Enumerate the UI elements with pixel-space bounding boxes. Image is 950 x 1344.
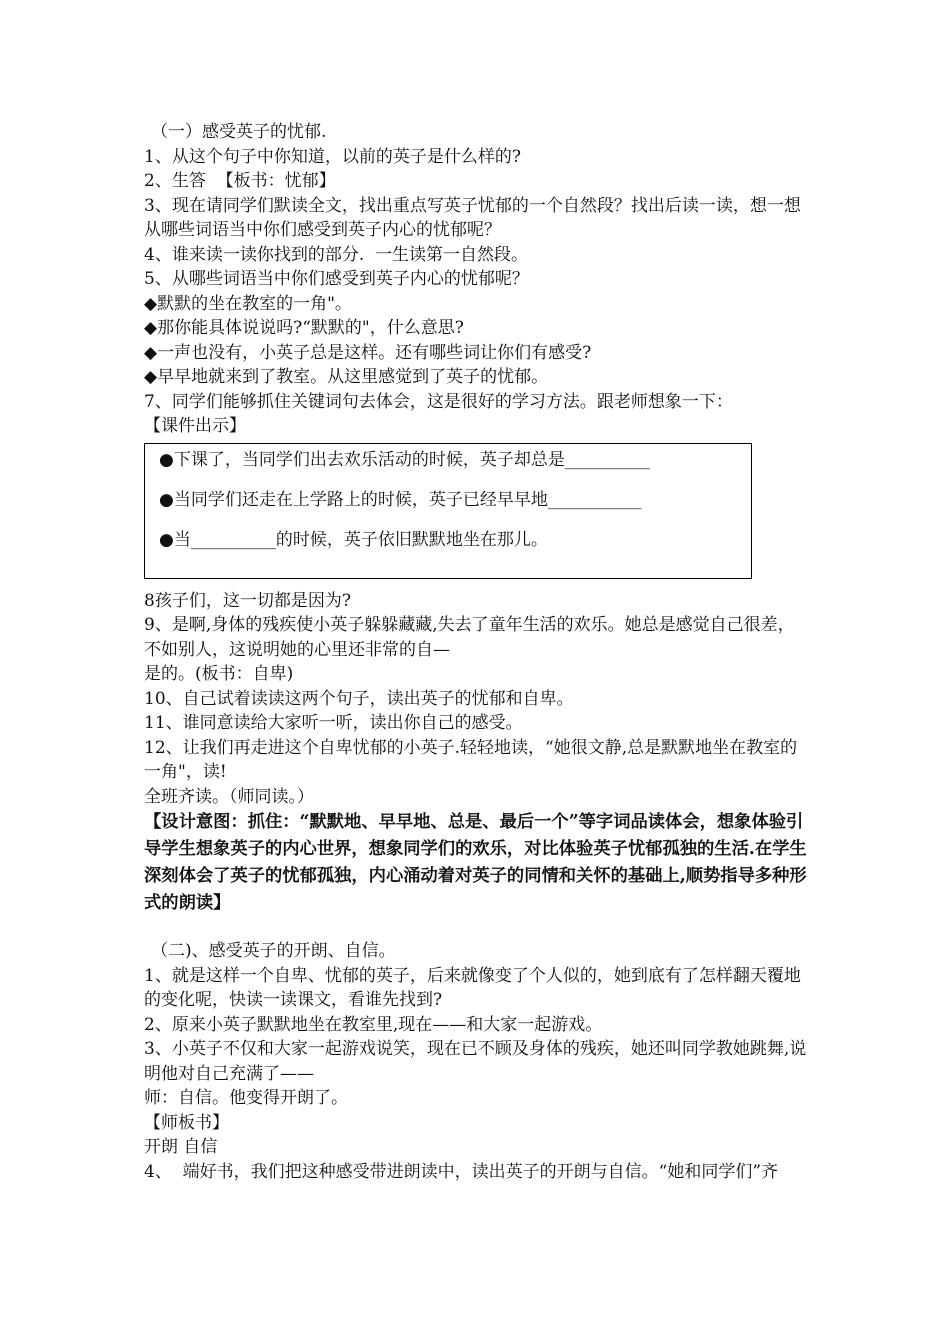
section1-lines-before (144, 145, 810, 439)
section2-heading: （二)、感受英子的开朗、自信。 (151, 941, 396, 961)
section2-lines (144, 964, 810, 1185)
fill-blank-line: ●下课了，当同学们出去欢乐活动的时候，英子却总是__________ (159, 449, 650, 470)
paragraph: 10、自己试着读读这两个句子，读出英子的忧郁和自卑。 (144, 688, 574, 709)
paragraph: 9、是啊,身体的残疾使小英子躲躲藏藏,失去了童年生活的欢乐。她总是感觉自己很差，不如别人，这说明她的心里还非常的自— (144, 615, 795, 660)
paragraph: 3、现在请同学们默读全文，找出重点写英子忧郁的一个自然段？找出后读一读，想一想从哪些词语当中你们感受到英子内心的忧郁呢？ (144, 195, 801, 240)
bullet-item: ◆一声也没有，小英子总是这样。还有哪些词让你们有感受? (144, 342, 592, 363)
paragraph: 全班齐读。（师同读。） (144, 786, 314, 807)
spacer (144, 917, 810, 939)
fill-blank-line: ●当同学们还走在上学路上的时候，英子已经早早地___________ (159, 489, 642, 510)
paragraph: 11、谁同意读给大家听一听，读出你自己的感受。 (144, 713, 523, 733)
paragraph: 2、原来小英子默默地坐在教室里,现在——和大家一起游戏。 (144, 1014, 603, 1035)
bullet-item: ◆默默的坐在教室的一角"。 (144, 293, 352, 314)
paragraph: 8孩子们，这一切都是因为? (144, 590, 351, 611)
board-label: 【师板书】 (144, 1112, 229, 1133)
document-page (144, 120, 810, 1184)
paragraph: 1、就是这样一个自卑、忧郁的英子，后来就像变了个人似的，她到底有了怎样翻天覆地的变化呢，快读一读课文，看谁先找到? (144, 965, 801, 1010)
paragraph: 师：自信。他变得开朗了。 (144, 1088, 348, 1108)
design-intent: 【设计意图：抓住：“默默地、早早地、总是、最后一个”等字词品读体会，想象体验引导学生想象英子的内心世界，想象同学们的欢乐，对比体验英子忧郁孤独的生活.在学生深刻体会了英子的忧郁孤独，内心涌动着对英子的同情和关怀的基础上,顺势指导多种形式的朗读】 (144, 812, 807, 913)
paragraph: 12、让我们再走进这个自卑忧郁的小英子.轻轻地读，“她很文静,总是默默地坐在教室的一角"，读! (144, 737, 798, 782)
paragraph: 1、从这个句子中你知道，以前的英子是什么样的? (144, 146, 521, 167)
paragraph: 5、从哪些词语当中你们感受到英子内心的忧郁呢？ (144, 269, 529, 289)
courseware-box (144, 443, 752, 579)
section1-heading: （一）感受英子的忧郁. (151, 122, 327, 142)
bullet-item: ◆那你能具体说说吗?“默默的"，什么意思? (144, 318, 464, 338)
paragraph: 3、小英子不仅和大家一起游戏说笑，现在已不顾及身体的残疾，她还叫同学教她跳舞,说明他对自己充满了—— (144, 1039, 807, 1084)
courseware-label: 【课件出示】 (144, 416, 246, 436)
fill-blank-line: ●当__________的时候，英子依旧默默地坐在那儿。 (159, 529, 548, 550)
paragraph: 4、谁来读一读你找到的部分. 一生读第一自然段。 (144, 244, 529, 265)
board-words: 开朗 自信 (144, 1137, 218, 1157)
bullet-item: ◆早早地就来到了教室。从这里感觉到了英子的忧郁。 (144, 367, 549, 387)
paragraph: 是的。(板书：自卑) (144, 664, 294, 684)
paragraph: 7、同学们能够抓住关键词句去体会，这是很好的学习方法。跟老师想象一下： (144, 391, 733, 412)
section1-lines-after (144, 589, 810, 810)
paragraph: 4、 端好书，我们把这种感受带进朗读中，读出英子的开朗与自信。“她和同学们”齐 (144, 1161, 779, 1182)
paragraph: 2、生答 【板书：忧郁】 (144, 171, 336, 191)
